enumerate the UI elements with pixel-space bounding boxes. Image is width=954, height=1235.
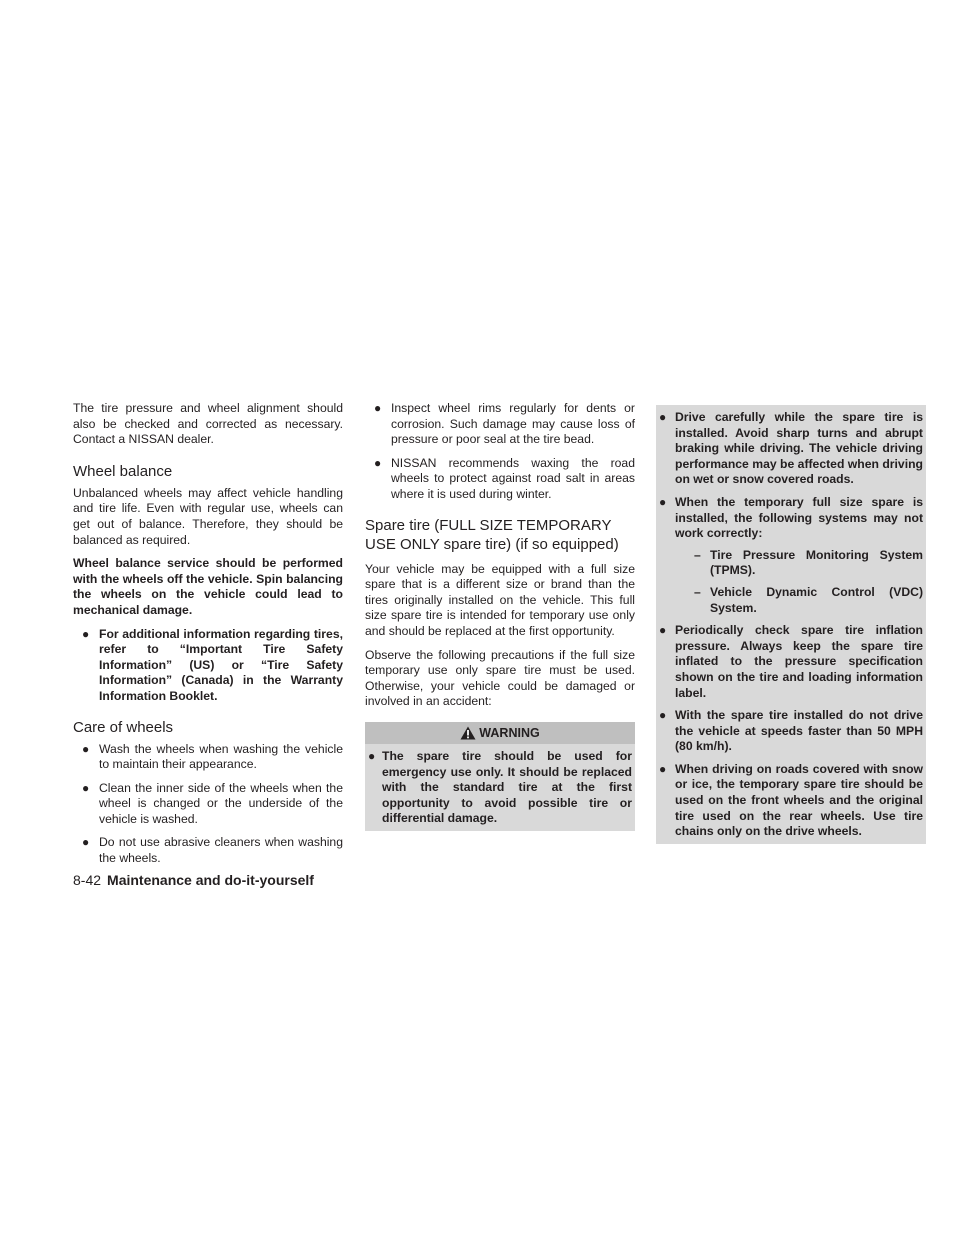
dash-icon: – (694, 547, 701, 562)
warning-label: WARNING (479, 725, 540, 740)
warning-body (365, 744, 635, 831)
spare-tire-paragraph-1: Your vehicle may be equipped with a full size spare that is a different size or brand than the tires originally installed on the vehicle. This full size spare tire is intended for temporary use only and should be replaced at the first opportunity. (365, 561, 635, 638)
list-item: ● Wash the wheels when washing the vehicle to maintain their appearance. (82, 741, 343, 772)
rim-care-list (365, 401, 635, 503)
dash-icon: – (694, 584, 701, 599)
wheel-balance-caution: Wheel balance service should be performed with the wheels off the vehicle. Spin balancing the wheels on the vehicle could lead to mechanical damage. (73, 556, 343, 617)
list-item: ● Inspect wheel rims regularly for dents or corrosion. Such damage may cause loss of pressure or poor seal at the tire bead. (374, 401, 635, 447)
affected-systems-list (675, 548, 923, 616)
spare-tire-heading: Spare tire (FULL SIZE TEMPORARY USE ONLY spare tire) (if so equipped) (365, 516, 619, 553)
intro-paragraph: The tire pressure and wheel alignment should also be checked and corrected as necessary. Contact a NISSAN dealer. (73, 401, 343, 447)
list-item: ● For additional information regarding tires, refer to “Important Tire Safety Information” (US) or “Tire Safety Information” (Canada) in the Warranty Information Booklet. (82, 626, 343, 703)
list-item: – Vehicle Dynamic Control (VDC) System. (694, 584, 923, 615)
bullet-icon: ● (374, 401, 382, 415)
bullet-icon: ● (659, 708, 667, 723)
column-right (656, 405, 926, 844)
list-item: ● Do not use abrasive cleaners when washing the wheels. (82, 835, 343, 866)
warning-triangle-icon (460, 726, 476, 740)
page-footer (73, 872, 314, 888)
spare-tire-paragraph-2: Observe the following precautions if the full size temporary use only spare tire must be used. Otherwise, your vehicle could be damaged or involved in an accident: (365, 647, 635, 709)
bullet-icon: ● (82, 741, 90, 756)
wheel-balance-list (73, 627, 343, 705)
list-item: ● The spare tire should be used for emergency use only. It should be replaced with the standard tire at the first opportunity to avoid possible tire or differential damage. (368, 748, 632, 826)
bullet-icon: ● (659, 623, 667, 638)
bullet-icon: ● (659, 410, 667, 424)
list-item: ● NISSAN recommends waxing the road wheels to protect against road salt in areas where it is used during winter. (374, 455, 635, 501)
bullet-icon: ● (659, 761, 667, 776)
bullet-icon: ● (374, 455, 382, 470)
caution-list (656, 410, 923, 840)
care-list (73, 742, 343, 867)
list-item: – Tire Pressure Monitoring System (TPMS). (694, 547, 923, 578)
care-of-wheels-heading: Care of wheels (73, 718, 174, 736)
bullet-icon: ● (82, 626, 90, 641)
bullet-icon: ● (368, 748, 376, 763)
column-middle (365, 401, 635, 831)
list-item: ● Drive carefully while the spare tire is installed. Avoid sharp turns and abrupt braking while driving. The vehicle driving performance may be affected when driving on wet or snow covered roads. (659, 410, 923, 487)
wheel-balance-paragraph: Unbalanced wheels may affect vehicle handling and tire life. Even with regular use, wheels can get out of balance. Therefore, they should be balanced as required. (73, 485, 343, 547)
list-item: ● Clean the inner side of the wheels when the wheel is changed or the underside of the vehicle is washed. (82, 780, 343, 826)
warning-box (365, 722, 635, 831)
warning-header (365, 722, 635, 744)
list-item: ● When the temporary full size spare is installed, the following systems may not work correctly: – Tire Pressure Monitoring System (TPMS). – Vehicle Dynamic Control (VDC) System. (659, 494, 923, 615)
bullet-icon: ● (82, 835, 90, 850)
list-item: ● When driving on roads covered with snow or ice, the temporary spare tire should be used on the front wheels and the original tire used on the rear wheels. Use tire chains only on the drive wheels. (659, 761, 923, 839)
spare-tire-caution-box (656, 405, 926, 844)
list-item: ● With the spare tire installed do not drive the vehicle at speeds faster than 50 MPH (80 km/h). (659, 708, 923, 754)
section-title: Maintenance and do-it-yourself (107, 872, 314, 888)
column-left (73, 401, 343, 867)
bullet-icon: ● (82, 780, 90, 795)
wheel-balance-heading: Wheel balance (73, 462, 173, 480)
list-item: ● Periodically check spare tire inflation pressure. Always keep the spare tire inflated to the pressure specification shown on the tire and loading information label. (659, 623, 923, 700)
bullet-icon: ● (659, 494, 667, 509)
page-number: 8-42 (73, 872, 102, 888)
warning-list (365, 749, 632, 827)
